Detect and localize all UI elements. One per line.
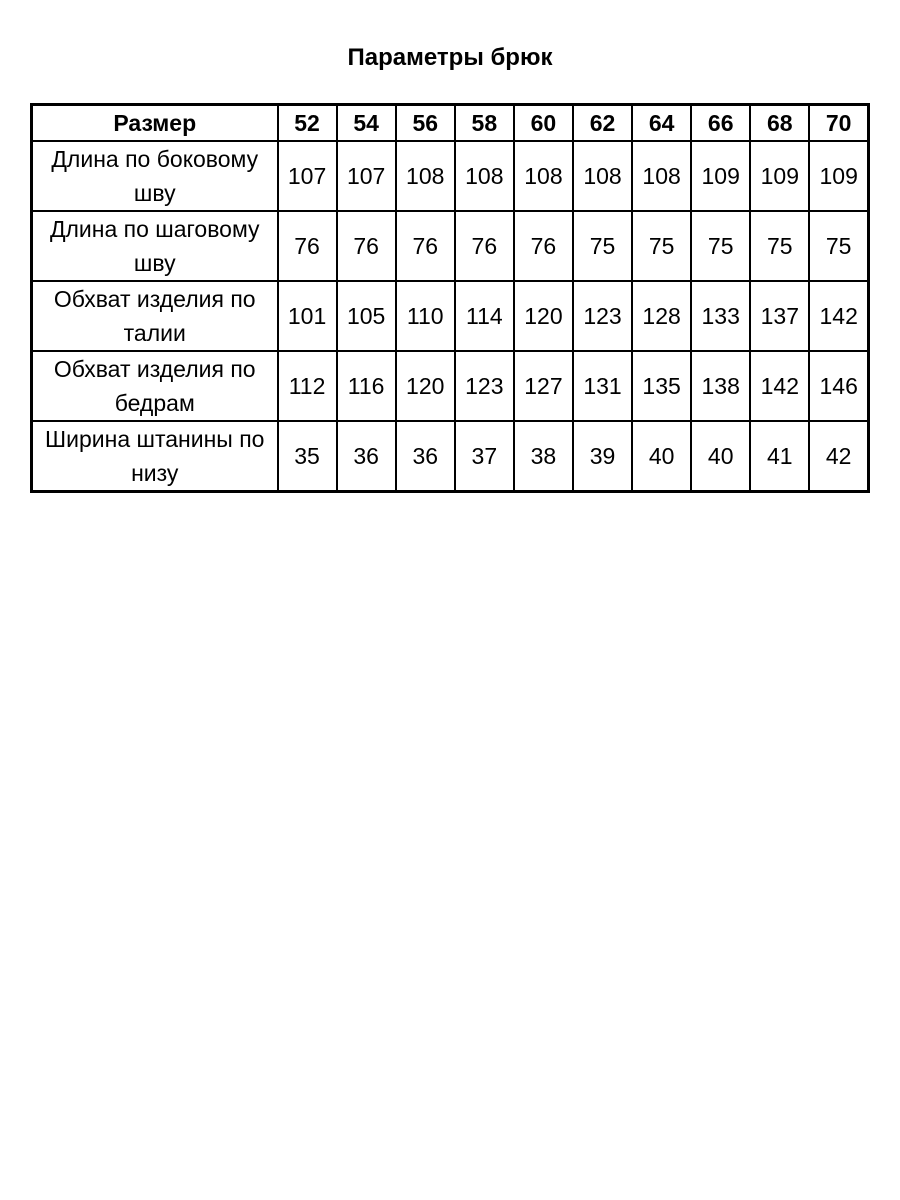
size-header: 58 [455,105,514,142]
table-cell: 101 [278,281,337,351]
table-cell: 127 [514,351,573,421]
table-cell: 112 [278,351,337,421]
table-row [32,351,869,421]
table-cell: 109 [691,141,750,211]
table-cell: 39 [573,421,632,492]
table-cell: 76 [278,211,337,281]
table-row [32,211,869,281]
row-label: Обхват изделия по бедрам [32,351,278,421]
size-header: 62 [573,105,632,142]
row-label: Обхват изделия по талии [32,281,278,351]
table-cell: 42 [809,421,868,492]
table-cell: 40 [632,421,691,492]
row-label: Длина по боковому шву [32,141,278,211]
table-cell: 110 [396,281,455,351]
table-cell: 36 [396,421,455,492]
size-header: 66 [691,105,750,142]
table-cell: 76 [337,211,396,281]
table-cell: 109 [750,141,809,211]
table-cell: 76 [396,211,455,281]
table-cell: 108 [573,141,632,211]
row-label: Длина по шаговому шву [32,211,278,281]
table-cell: 76 [455,211,514,281]
table-cell: 75 [809,211,868,281]
table-cell: 35 [278,421,337,492]
table-row [32,141,869,211]
size-header: 60 [514,105,573,142]
table-header-row [32,105,869,142]
table-row [32,281,869,351]
table-cell: 142 [750,351,809,421]
corner-header: Размер [32,105,278,142]
table-cell: 38 [514,421,573,492]
table-cell: 41 [750,421,809,492]
table-cell: 133 [691,281,750,351]
table-cell: 36 [337,421,396,492]
table-cell: 108 [632,141,691,211]
size-header: 54 [337,105,396,142]
table-cell: 75 [573,211,632,281]
table-cell: 108 [514,141,573,211]
size-chart-table [30,103,870,493]
table-cell: 75 [632,211,691,281]
row-label: Ширина штанины по низу [32,421,278,492]
table-cell: 120 [396,351,455,421]
table-cell: 123 [455,351,514,421]
table-cell: 131 [573,351,632,421]
table-cell: 142 [809,281,868,351]
table-cell: 109 [809,141,868,211]
table-cell: 128 [632,281,691,351]
size-header: 56 [396,105,455,142]
table-cell: 76 [514,211,573,281]
size-header: 52 [278,105,337,142]
table-cell: 116 [337,351,396,421]
table-cell: 105 [337,281,396,351]
table-row [32,421,869,492]
table-cell: 135 [632,351,691,421]
table-cell: 138 [691,351,750,421]
table-cell: 137 [750,281,809,351]
table-cell: 114 [455,281,514,351]
table-cell: 146 [809,351,868,421]
table-cell: 75 [750,211,809,281]
table-cell: 107 [337,141,396,211]
size-header: 64 [632,105,691,142]
page-title: Параметры брюк [347,44,553,71]
table-cell: 37 [455,421,514,492]
table-cell: 108 [396,141,455,211]
size-header: 70 [809,105,868,142]
table-cell: 108 [455,141,514,211]
table-cell: 75 [691,211,750,281]
table-cell: 107 [278,141,337,211]
table-cell: 40 [691,421,750,492]
table-cell: 120 [514,281,573,351]
size-header: 68 [750,105,809,142]
table-cell: 123 [573,281,632,351]
